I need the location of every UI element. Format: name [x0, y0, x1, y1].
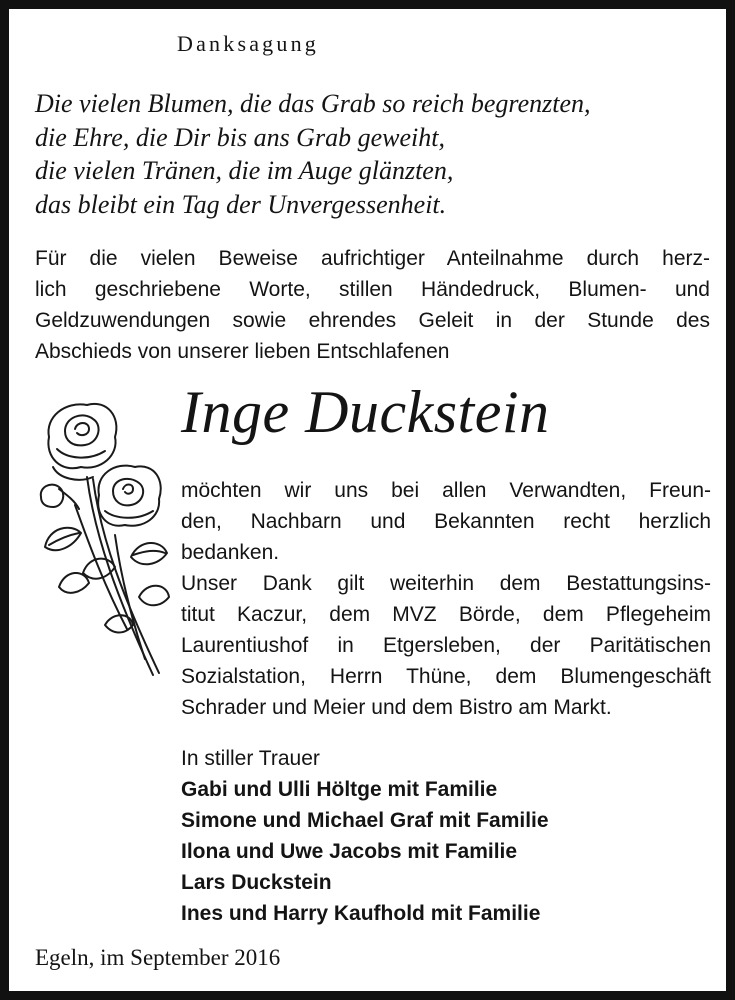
- thanks-paragraph: [181, 475, 711, 723]
- intro-line: Abschieds von unserer lieben Entschlafenen: [35, 340, 450, 363]
- poem-line: die Ehre, die Dir bis ans Grab geweiht,: [35, 122, 445, 152]
- intro-line: lich geschriebene Worte, stillen Händedruck, Blumen- und: [35, 278, 710, 301]
- thanks-line: Schrader und Meier und dem Bistro am Markt.: [181, 696, 612, 719]
- place-date: Egeln, im September 2016: [35, 945, 281, 970]
- thanks-line: Unser Dank gilt weiterhin dem Bestattungsins-: [181, 572, 711, 595]
- intro-line: Für die vielen Beweise aufrichtiger Anteilnahme durch herz-: [35, 247, 710, 270]
- mourner-name: Simone und Michael Graf mit Familie: [181, 809, 549, 832]
- mourner-name: Ilona und Uwe Jacobs mit Familie: [181, 840, 518, 863]
- thanks-line: möchten wir uns bei allen Verwandten, Freun-: [181, 479, 711, 502]
- mourners-intro: In stiller Trauer: [181, 747, 320, 770]
- notice-heading: Danksagung: [177, 31, 319, 56]
- intro-line: Geldzuwendungen sowie ehrendes Geleit in der Stunde des: [35, 309, 710, 332]
- mourner-name: Ines und Harry Kaufhold mit Familie: [181, 902, 541, 925]
- thanks-line: Sozialstation, Herrn Thüne, dem Blumengeschäft: [181, 665, 711, 688]
- mourner-name: Lars Duckstein: [181, 871, 332, 894]
- mourner-name: Gabi und Ulli Höltge mit Familie: [181, 778, 498, 801]
- poem-line: Die vielen Blumen, die das Grab so reich begrenzten,: [35, 89, 591, 118]
- thanks-line: Laurentiushof in Etgersleben, der Paritätischen: [181, 634, 711, 657]
- poem-verse: [35, 87, 675, 221]
- poem-line: das bleibt ein Tag der Unvergessenheit.: [35, 189, 447, 219]
- thanks-line: den, Nachbarn und Bekannten recht herzlich: [181, 510, 711, 533]
- thanks-line: bedanken.: [181, 541, 280, 564]
- mourners-list: [181, 743, 701, 929]
- poem-line: die vielen Tränen, die im Auge glänzten,: [35, 156, 454, 185]
- intro-paragraph: [35, 243, 710, 367]
- roses-icon: [35, 397, 175, 687]
- thanks-line: titut Kaczur, dem MVZ Börde, dem Pflegeheim: [181, 603, 711, 626]
- deceased-name: Inge Duckstein: [181, 379, 550, 445]
